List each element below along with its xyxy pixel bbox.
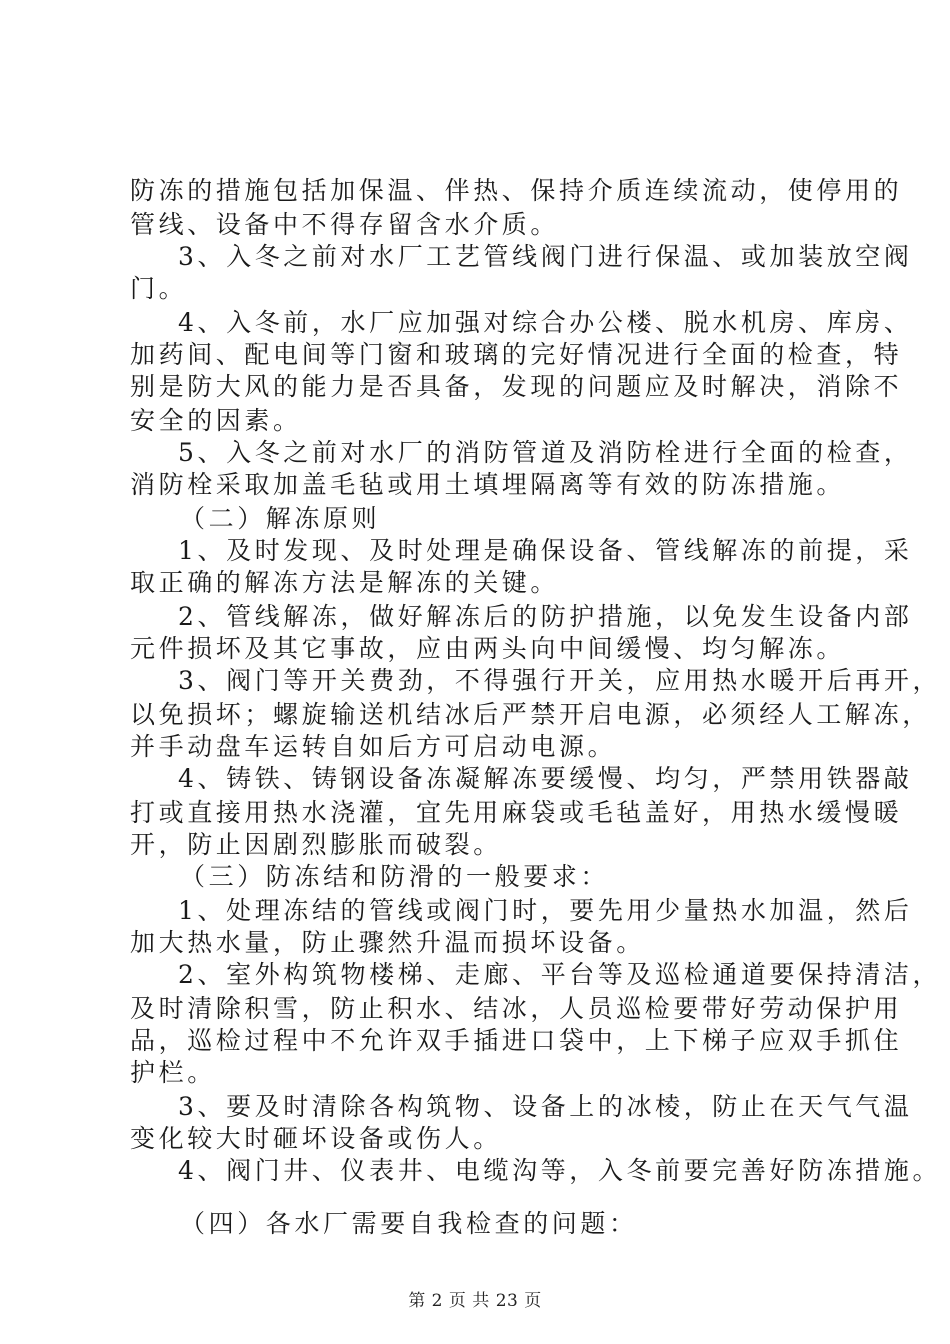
body-text-line: 2、室外构筑物楼梯、走廊、平台等及巡检通道要保持清洁， [178, 960, 942, 989]
body-text-line: 护栏。 [130, 1058, 216, 1087]
body-text-line: 5、入冬之前对水厂的消防管道及消防栓进行全面的检查， [178, 438, 913, 467]
body-text-line: 别是防大风的能力是否具备，发现的问题应及时解决，消除不 [130, 372, 903, 401]
body-text-line: 1、及时发现、及时处理是确保设备、管线解冻的前提，采 [178, 536, 913, 565]
body-text-line: 加大热水量，防止骤然升温而损坏设备。 [130, 928, 645, 957]
body-text-line: 安全的因素。 [130, 406, 302, 435]
body-text-line: 3、阀门等开关费劲，不得强行开关，应用热水暖开后再开， [178, 666, 942, 695]
body-text-line: 3、入冬之前对水厂工艺管线阀门进行保温、或加装放空阀 [178, 242, 913, 271]
section-heading: （四）各水厂需要自我检查的问题： [180, 1209, 638, 1238]
body-text-line: 门。 [130, 274, 188, 303]
body-text-line: 加药间、配电间等门窗和玻璃的完好情况进行全面的检查，特 [130, 340, 903, 369]
body-text-line: 以免损坏；螺旋输送机结冰后严禁开启电源，必须经人工解冻， [130, 700, 931, 729]
page-number-footer: 第 2 页 共 23 页 [408, 1291, 542, 1311]
body-text-line: 打或直接用热水浇灌，宜先用麻袋或毛毡盖好，用热水缓慢暖 [130, 798, 903, 827]
body-text-line: 4、阀门井、仪表井、电缆沟等，入冬前要完善好防冻措施。 [178, 1156, 942, 1185]
body-text-line: 变化较大时砸坏设备或伤人。 [130, 1124, 502, 1153]
body-text-line: 消防栓采取加盖毛毡或用土填埋隔离等有效的防冻措施。 [130, 470, 846, 499]
body-text-line: 2、管线解冻，做好解冻后的防护措施，以免发生设备内部 [178, 602, 913, 631]
body-text-line: 及时清除积雪，防止积水、结冰，人员巡检要带好劳动保护用 [130, 994, 903, 1023]
body-text-line: 4、入冬前，水厂应加强对综合办公楼、脱水机房、库房、 [178, 308, 913, 337]
body-text-line: 品，巡检过程中不允许双手插进口袋中，上下梯子应双手抓住 [130, 1026, 903, 1055]
body-text-line: 3、要及时清除各构筑物、设备上的冰棱，防止在天气气温 [178, 1092, 913, 1121]
body-text-line: 防冻的措施包括加保温、伴热、保持介质连续流动，使停用的 [130, 176, 903, 205]
body-text-line: 1、处理冻结的管线或阀门时，要先用少量热水加温，然后 [178, 896, 913, 925]
section-heading: （二）解冻原则 [180, 504, 381, 533]
body-text-line: 管线、设备中不得存留含水介质。 [130, 210, 560, 239]
body-text-line: 开，防止因剧烈膨胀而破裂。 [130, 830, 502, 859]
body-text-line: 并手动盘车运转自如后方可启动电源。 [130, 732, 617, 761]
body-text-line: 取正确的解冻方法是解冻的关键。 [130, 568, 560, 597]
section-heading: （三）防冻结和防滑的一般要求： [180, 862, 610, 891]
body-text-line: 元件损坏及其它事故，应由两头向中间缓慢、均匀解冻。 [130, 634, 846, 663]
body-text-line: 4、铸铁、铸钢设备冻凝解冻要缓慢、均匀，严禁用铁器敲 [178, 764, 913, 793]
